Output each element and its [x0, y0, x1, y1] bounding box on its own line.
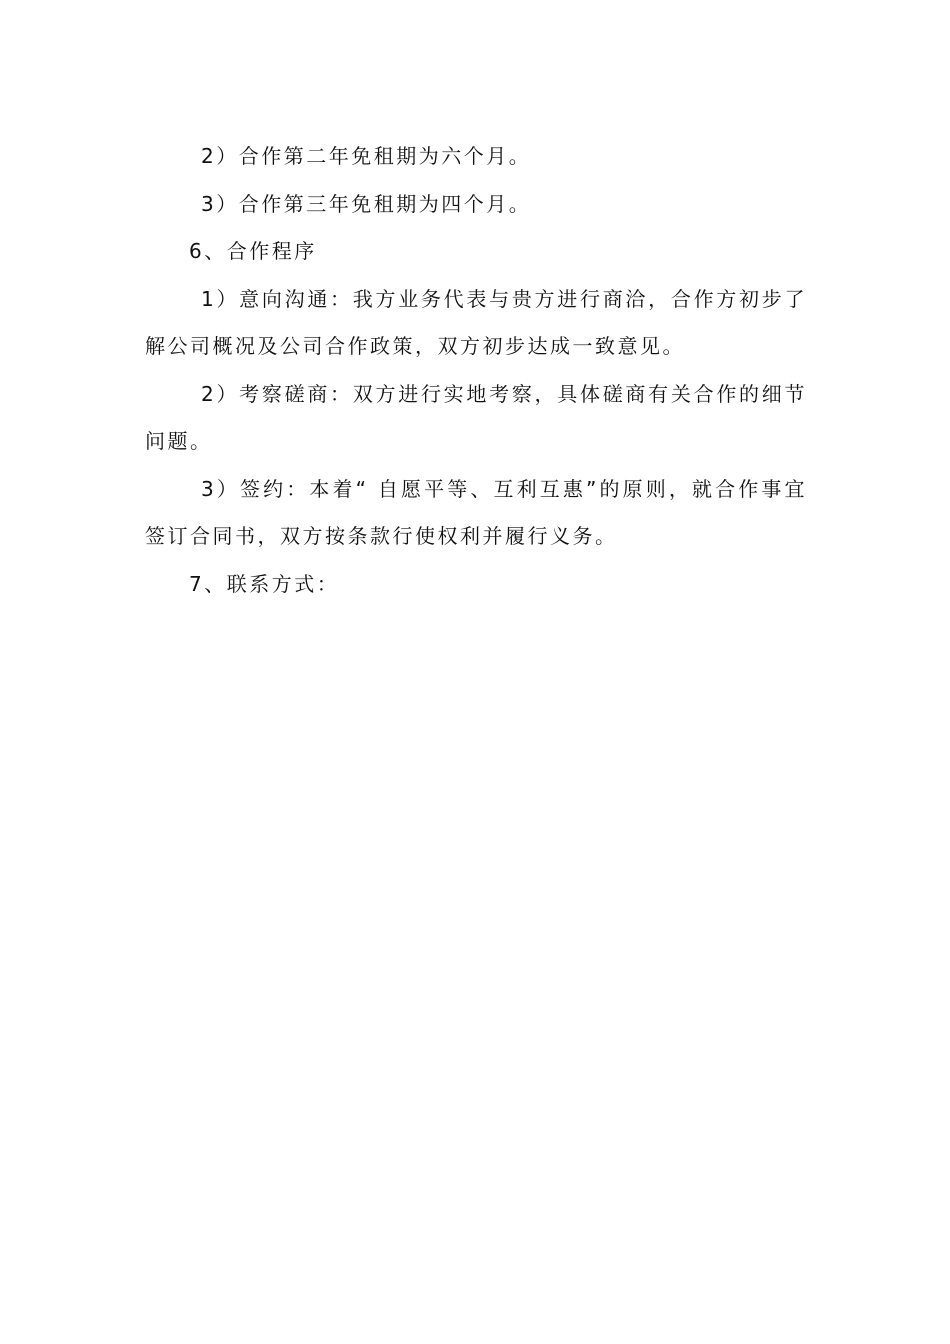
paragraph-rent-free-year-three: 3）合作第三年免租期为四个月。	[201, 191, 532, 216]
section-heading-cooperation-procedure: 6、合作程序	[189, 239, 317, 263]
paragraph-intent-communication: 1）意向沟通：我方业务代表与贵方进行商洽，合作方初步了解公司概况及公司合作政策，双方初步达成一致意见。	[145, 286, 807, 358]
document-body	[145, 133, 807, 608]
paragraph-signing: 3）签约：本着“ 自愿平等、互利互惠”的原则，就合作事宜签订合同书，双方按条款行使权利并履行义务。	[145, 476, 807, 548]
section-heading-contact-info: 7、联系方式：	[189, 571, 340, 596]
paragraph-inspection-negotiation: 2）考察磋商：双方进行实地考察，具体磋商有关合作的细节问题。	[145, 381, 807, 453]
paragraph-rent-free-year-two: 2）合作第二年免租期为六个月。	[201, 144, 532, 168]
